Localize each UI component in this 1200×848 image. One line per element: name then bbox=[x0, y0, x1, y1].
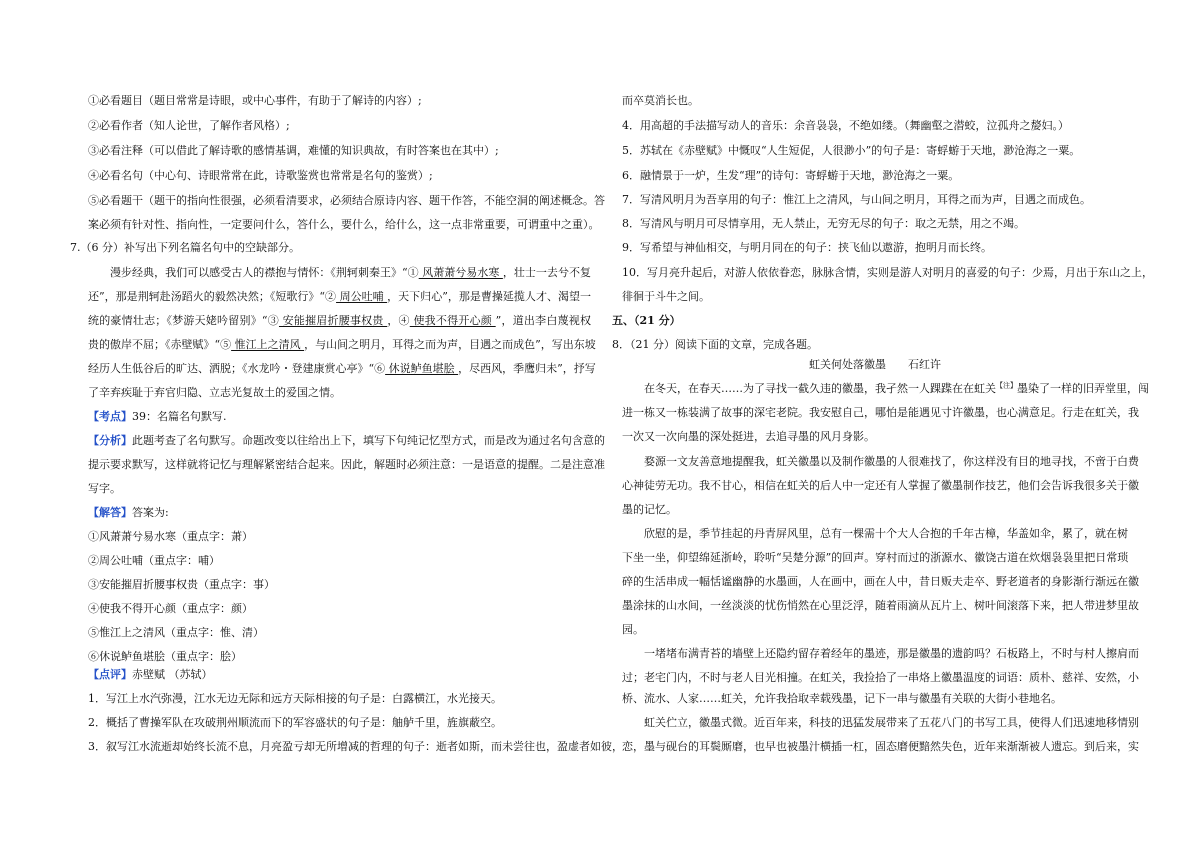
q7-line-6: 了辛弃疾耻于弃官归隐、立志光复故土的爱国之情。 bbox=[88, 386, 341, 399]
answer-5: ⑤惟江上之清风（重点字：惟、清） bbox=[88, 626, 264, 639]
answer-4: ④使我不得开心颜（重点字：颜） bbox=[88, 602, 253, 615]
blank-6: 休说鲈鱼堪脍 bbox=[385, 362, 459, 375]
q7-line-3: 统的豪情壮志；《梦游天姥吟留别》“③ 安能摧眉折腰事权贵 ，④ 使我不得开心颜 ”，道出李白蔑视权 bbox=[88, 314, 592, 327]
para4-line-1: 一堵堵布满青苔的墙壁上还隐约留存着经年的墨迹，那是徽墨的遗韵吗？石板路上，不时与村人擦肩而 bbox=[644, 647, 1139, 660]
para4-line-2: 过；老宅门内，不时与老人目光相撞。在虹关，我捡拾了一串烙上徽墨温度的词语：质朴、慈祥、安然，小 bbox=[622, 671, 1139, 684]
tip-3: ③必看注释（可以借此了解诗歌的感情基调，难懂的知识典故，有时答案也在其中）; bbox=[88, 144, 499, 157]
blank-2: 周公吐哺 bbox=[336, 290, 388, 303]
blank-4: 使我不得开心颜 bbox=[409, 314, 496, 327]
note-6: 6．融情景于一炉，生发“理”的诗句：寄蜉蝣于天地，渺沧海之一粟。 bbox=[622, 169, 960, 182]
blank-5: 惟江上之清风 bbox=[231, 338, 305, 351]
para3-line-4: 墨涂抹的山水间，一丝淡淡的忧伤悄然在心里泛浮，随着雨滴从瓦片上、树叶间滚落下来，把人带进梦里故 bbox=[622, 599, 1139, 612]
question-7-heading: 7.（6 分）补写出下列名篇名句中的空缺部分。 bbox=[70, 241, 300, 254]
jieda-line: 【解答】答案为: bbox=[88, 506, 169, 519]
note-7: 7．写清风明月为吾享用的句子：惟江上之清风，与山间之明月，耳得之而为声，目遇之而成色。 bbox=[622, 193, 1091, 206]
section-5-heading: 五、（21 分） bbox=[612, 314, 681, 327]
para5-line-1: 虹关伫立，徽墨式微。近百年来，科技的迅猛发展带来了五花八门的书写工具，使得人们迅速地移情别 bbox=[644, 716, 1139, 729]
article-title-line bbox=[622, 358, 1128, 372]
article-title: 虹关何处落徽墨 bbox=[809, 358, 886, 371]
q7-line-2: 还”，那是荆轲赴汤蹈火的毅然决然；《短歌行》“② 周公吐哺 ，天下归心”，那是曹操延揽人才、渴望一 bbox=[88, 290, 591, 303]
q7-line-5: 经历人生低谷后的旷达、洒脱；《水龙吟・登建康赏心亭》“⑥ 休说鲈鱼堪脍 ，尽西风，季鹰归未”，抒写 bbox=[88, 362, 596, 375]
blank-3: 安能摧眉折腰事权贵 bbox=[278, 314, 388, 327]
para4-line-3: 桥、流水、人家……虹关，允许我拾取幸载残墨，记下一串与徽墨有关联的大街小巷地名。 bbox=[622, 692, 1062, 705]
blank-1: 风萧萧兮易水寒 bbox=[418, 266, 503, 279]
note-9: 9．写希望与神仙相交，与明月同在的句子：挟飞仙以遨游，抱明月而长终。 bbox=[622, 241, 992, 254]
answer-2: ②周公吐哺（重点字：哺） bbox=[88, 554, 220, 567]
note-1: 1．写江上水汽弥漫，江水无边无际和远方天际相接的句子是：白露横江，水光接天。 bbox=[88, 692, 502, 705]
dianping-line: 【点评】赤壁赋 （苏轼） bbox=[88, 668, 213, 681]
q7-line-1: 漫步经典，我们可以感受古人的襟抱与情怀：《荆轲刺秦王》“① 风萧萧兮易水寒 ，壮士一去兮不复 bbox=[110, 266, 591, 279]
fenxi-label: 【分析】 bbox=[88, 434, 132, 447]
fenxi-line-2: 提示要求默写，这样就将记忆与理解紧密结合起来。因此，解题时必须注意：一是语意的提醒。二是注意准 bbox=[88, 458, 605, 471]
note-5: 5．苏轼在《赤壁赋》中慨叹“人生短促，人很渺小”的句子是：寄蜉蝣于天地，渺沧海之一粟。 bbox=[622, 144, 1081, 157]
answer-1: ①风萧萧兮易水寒（重点字：萧） bbox=[88, 530, 253, 543]
tip-1: ①必看题目（题目常常是诗眼，或中心事件，有助于了解诗的内容）; bbox=[88, 94, 422, 107]
answer-3: ③安能摧眉折腰事权贵（重点字：事） bbox=[88, 578, 275, 591]
note-3: 3．叙写江水流逝却始终长流不息，月亮盈亏却无所增减的哲理的句子：逝者如斯，而未尝往也，盈虚者如彼， bbox=[88, 740, 623, 753]
kaodian-line: 【考点】39：名篇名句默写. bbox=[88, 410, 227, 423]
para1-line-1: 在冬天，在春天……为了寻找一截久违的徽墨，我孑然一人踝蹀在在虹关$^{【注】}$墨染了一样的旧弄堂里，闯 bbox=[644, 381, 1149, 395]
para1-line-2: 进一栋又一栋装满了故事的深宅老院。我安慰自己，哪怕是能遇见寸许徽墨，也心满意足。行走在虹关，我 bbox=[622, 406, 1139, 419]
answer-6: ⑥休说鲈鱼堪脍（重点字：脍） bbox=[88, 650, 242, 663]
para1-line-3: 一次又一次向墨的深处挺进，去追寻墨的风月身影。 bbox=[622, 430, 875, 443]
q7-line-4: 贵的傲岸不屈；《赤壁赋》“⑤ 惟江上之清风 ，与山间之明月，耳得之而为声，目遇之而成色”，写出东坡 bbox=[88, 338, 596, 351]
note-8: 8．写清风与明月可尽情享用，无人禁止，无穷无尽的句子：取之无禁，用之不竭。 bbox=[622, 217, 1025, 230]
note-10-line-1: 10．写月亮升起后，对游人依依眷恋，脉脉含情，实则是游人对明月的喜爱的句子：少焉，月出于东山之上， bbox=[622, 266, 1153, 279]
para2-line-2: 心神徒劳无功。我不甘心，相信在虹关的后人中一定还有人掌握了徽墨制作技艺，他们会告诉我很多关于徽 bbox=[622, 479, 1139, 492]
fenxi-line-1: 【分析】此题考查了名句默写。命题改变以往给出上下，填写下句纯记忆型方式，而是改为通过名句含意的 bbox=[88, 434, 605, 447]
jieda-label: 【解答】 bbox=[88, 506, 132, 519]
tip-4: ④必看名句（中心句、诗眼常常在此，诗歌鉴赏也常常是名句的鉴赏）; bbox=[88, 169, 433, 182]
tip-5-line-1: ⑤必看题干（题干的指向性很强，必须看清要求，必须结合原诗内容、题干作答，不能空洞的阐述概念。答 bbox=[88, 194, 605, 207]
para2-line-3: 墨的记忆。 bbox=[622, 503, 677, 516]
dianping-label: 【点评】 bbox=[88, 668, 132, 681]
question-8-heading: 8．（21 分）阅读下面的文章，完成各题。 bbox=[612, 338, 818, 351]
note-3-cont: 而卒莫消长也。 bbox=[622, 94, 699, 107]
para5-line-2: 恋，墨与砚台的耳鬓厮磨，也早也被墨汁横插一杠，固态磨便黯然失色，近年来渐渐被人遗忘。到后来，实 bbox=[622, 740, 1139, 753]
tip-2: ②必看作者（知人论世，了解作者风格）; bbox=[88, 119, 290, 132]
para3-line-2: 下坐一坐，仰望绵延浙岭，聆听“吴楚分源”的回声。穿村而过的浙源水、徽饶古道在炊烟袅袅里把日常琐 bbox=[622, 551, 1129, 564]
kaodian-label: 【考点】 bbox=[88, 410, 132, 423]
tip-5-line-2: 案必须有针对性、指向性，一定要问什么，答什么，要什么，给什么，这一点非常重要，可谓重中之重）。 bbox=[88, 218, 600, 231]
para3-line-5: 园。 bbox=[622, 623, 644, 636]
para2-line-1: 婺源一文友善意地提醒我，虹关徽墨以及制作徽墨的人很难找了，你这样没有目的地寻找，不啻于白费 bbox=[644, 455, 1139, 468]
footnote-marker: 【注】 bbox=[996, 381, 1017, 390]
para3-line-3: 碎的生活串成一幅恬谧幽静的水墨画，人在画中，画在人中，昔日贩夫走卒、野老道者的身影渐行渐远在徽 bbox=[622, 575, 1139, 588]
para3-line-1: 欣慰的是，季节挂起的丹青屏风里，总有一棵需十个大人合抱的千年古樟，华盖如伞，累了，就在树 bbox=[644, 527, 1128, 540]
note-10-line-2: 徘徊于斗牛之间。 bbox=[622, 290, 710, 303]
note-4: 4．用高超的手法描写动人的音乐：余音袅袅，不绝如缕。（舞幽壑之潜蛟，泣孤舟之嫠妇。） bbox=[622, 119, 1069, 132]
article-author: 石红许 bbox=[908, 358, 941, 371]
note-2: 2．概括了曹操军队在攻破荆州顺流而下的军容盛状的句子是：舳舻千里，旌旗蔽空。 bbox=[88, 716, 502, 729]
fenxi-line-3: 写字。 bbox=[88, 482, 121, 495]
